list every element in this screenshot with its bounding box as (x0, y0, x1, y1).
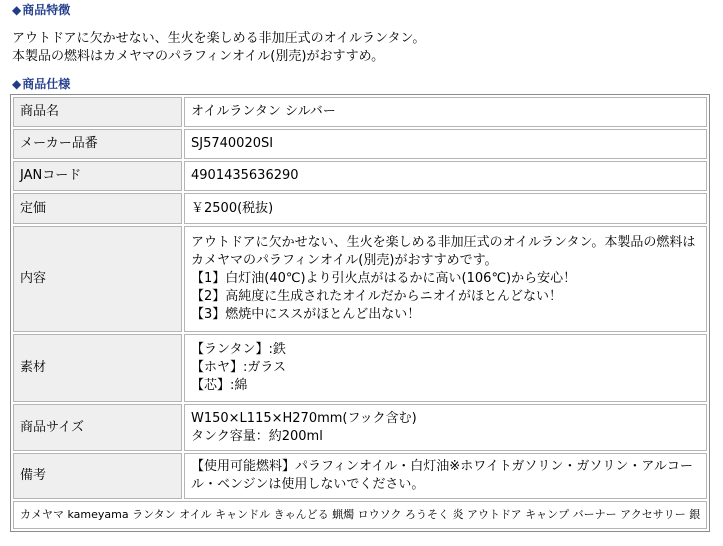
table-row (13, 161, 707, 191)
spec-label-notes: 備考 (13, 453, 182, 499)
spec-value-notes (184, 453, 707, 499)
content-line: カメヤマのパラフィンオイル(別売)がおすすめです。 (191, 253, 498, 268)
content-line: 【1】白灯油(40℃)より引火点がはるかに高い(106℃)から安心！ (191, 271, 577, 286)
spec-label-material: 素材 (13, 334, 182, 402)
table-row (13, 334, 707, 402)
spec-value-jan: 4901435636290 (184, 161, 707, 191)
table-row (13, 501, 707, 529)
spec-label-size: 商品サイズ (13, 404, 182, 451)
table-row (13, 97, 707, 127)
spec-value-size (184, 404, 707, 451)
table-row (13, 453, 707, 499)
spec-table (10, 94, 710, 532)
size-line: タンク容量：約200ml (191, 428, 323, 444)
intro-line: 本製品の燃料はカメヤマのパラフィンオイル(別売)がおすすめ。 (12, 49, 385, 64)
intro-text (12, 30, 425, 66)
features-heading (12, 2, 70, 18)
features-heading-text: 商品特徴 (22, 3, 71, 17)
keywords-cell: カメヤマ kameyama ランタン オイル キャンドル きゃんどる 蝋燭 ロウソク ろうそく 炎 アウトドア キャンプ バーナー アクセサリー 銀 (13, 501, 707, 529)
table-row (13, 193, 707, 224)
material-line: 【ホヤ】:ガラス (191, 360, 286, 375)
intro-line: アウトドアに欠かせない、生火を楽しめる非加圧式のオイルランタン。 (12, 31, 426, 46)
table-row (13, 226, 707, 332)
notes-line: ル・ベンジンは使用しないでください。 (191, 477, 425, 492)
spec-label-maker-code: メーカー品番 (13, 129, 182, 159)
spec-heading (12, 76, 70, 92)
spec-label-price: 定価 (13, 193, 182, 224)
spec-label-content: 内容 (13, 226, 182, 332)
spec-value-material (184, 334, 707, 402)
spec-heading-text: 商品仕様 (22, 77, 71, 91)
size-line: W150×L115×H270mm(フック含む) (191, 410, 417, 426)
spec-value-maker-code: SJ5740020SI (184, 129, 707, 159)
content-line: アウトドアに欠かせない、生火を楽しめる非加圧式のオイルランタン。本製品の燃料は (191, 235, 696, 250)
spec-label-jan: JANコード (13, 161, 182, 191)
content-line: 【2】高純度に生成されたオイルだからニオイがほとんどない！ (191, 289, 562, 304)
content-line: 【3】燃焼中にススがほとんど出ない！ (191, 307, 421, 322)
spec-value-price: ￥2500(税抜) (184, 193, 707, 224)
material-line: 【芯】:綿 (191, 378, 248, 393)
diamond-bullet-icon: ◆ (12, 77, 22, 91)
table-row (13, 129, 707, 159)
table-row (13, 404, 707, 451)
spec-value-name: オイルランタン シルバー (184, 97, 707, 127)
material-line: 【ランタン】:鉄 (191, 342, 286, 357)
spec-label-name: 商品名 (13, 97, 182, 127)
diamond-bullet-icon: ◆ (12, 3, 22, 17)
notes-line: 【使用可能燃料】パラフィンオイル・白灯油※ホワイトガソリン・ガソリン・アルコー (191, 459, 693, 474)
spec-value-content (184, 226, 707, 332)
